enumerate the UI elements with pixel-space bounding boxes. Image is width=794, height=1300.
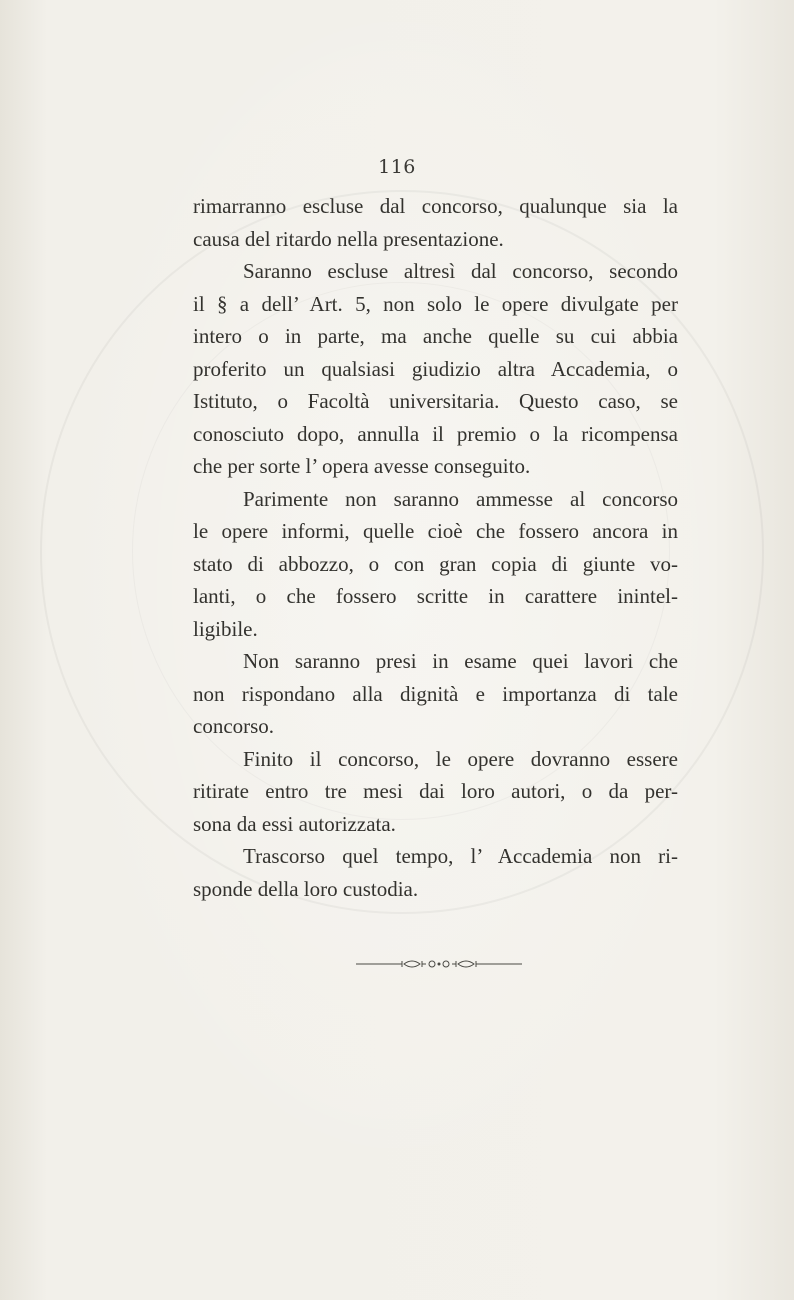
- text-line: ritirate entro tre mesi dai loro autori, o da per-: [193, 779, 678, 803]
- body-text: [193, 190, 678, 905]
- text-line: intero o in parte, ma anche quelle su cui abbia: [193, 324, 678, 348]
- text-line: causa del ritardo nella presentazione.: [193, 226, 504, 251]
- text-line: non rispondano alla dignità e importanza di tale: [193, 681, 678, 706]
- text-line: il § a dell’ Art. 5, non solo le opere divulgate per: [193, 291, 678, 316]
- text-line: sponde della loro custodia.: [193, 876, 419, 901]
- text-line: Istituto, o Facoltà universitaria. Questo caso, se: [193, 389, 678, 413]
- text-line: ligibile.: [193, 616, 258, 641]
- text-line: Finito il concorso, le opere dovranno essere: [243, 746, 678, 771]
- text-line: le opere informi, quelle cioè che fossero ancora in: [193, 519, 678, 543]
- page-number: 116: [378, 156, 416, 178]
- text-line: proferito un qualsiasi giudizio altra Accademia, o: [193, 356, 678, 381]
- text-line: sona da essi autorizzata.: [193, 811, 396, 836]
- text-line: stato di abbozzo, o con gran copia di giunte vo-: [193, 551, 678, 576]
- text-line: lanti, o che fossero scritte in carattere inintel-: [193, 584, 678, 608]
- text-line: conosciuto dopo, annulla il premio o la ricompensa: [193, 421, 678, 446]
- text-line: Non saranno presi in esame quei lavori che: [243, 649, 678, 673]
- text-line: Trascorso quel tempo, l’ Accademia non ri-: [243, 844, 678, 868]
- text-line: Saranno escluse altresì dal concorso, secondo: [243, 259, 678, 283]
- text-line: che per sorte l’ opera avesse conseguito.: [193, 454, 531, 478]
- text-line: Parimente non saranno ammesse al concorso: [243, 486, 678, 511]
- text-line: concorso.: [193, 714, 275, 738]
- ornamental-rule: [356, 956, 522, 972]
- text-line: rimarranno escluse dal concorso, qualunque sia la: [193, 194, 678, 218]
